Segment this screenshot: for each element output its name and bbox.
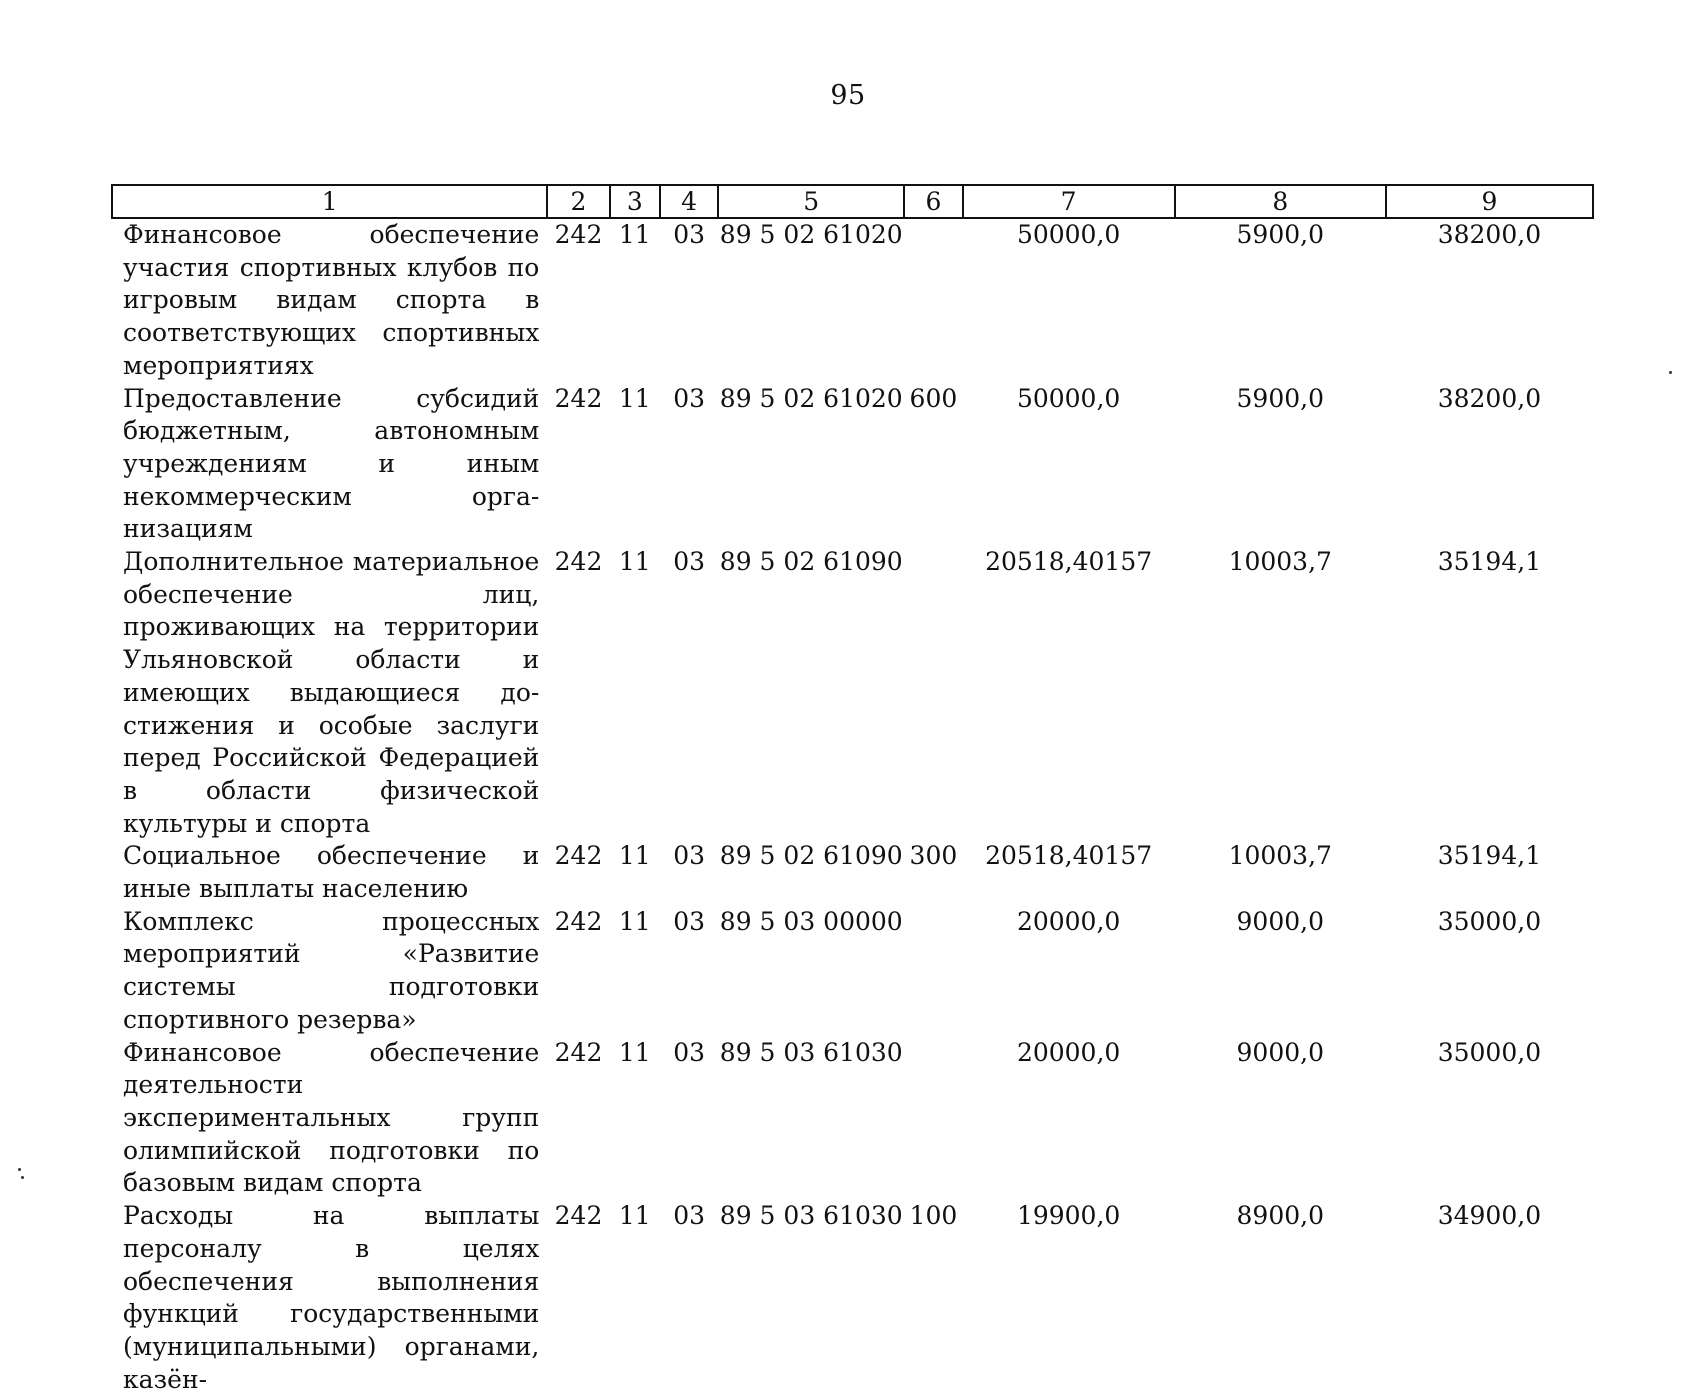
row-col-8: 5900,0: [1236, 383, 1324, 413]
row-col-9: 35194,1: [1437, 841, 1542, 871]
row-col-2: 242: [554, 906, 603, 936]
scan-speck: [1669, 371, 1672, 374]
row-name: Дополнительное материальное обеспечение лиц, проживающих на территории Ульяновской области и имеющих выдающиеся достижения и особые заслуги перед Российской Федерацией в области физической культуры и спорта: [123, 547, 540, 838]
row-col-8: 5900,0: [1236, 220, 1324, 249]
row-col-2: 242: [554, 220, 603, 249]
header-row: [112, 185, 1593, 218]
header-col-4: 4: [660, 185, 718, 218]
row-col-4: 03: [673, 841, 705, 871]
row-col-9: 38200,0: [1437, 220, 1542, 249]
row-col-8: 10003,7: [1228, 547, 1332, 577]
table-row: [112, 1200, 1593, 1396]
row-col-7: 20518,40157: [985, 547, 1153, 577]
row-col-8: 8900,0: [1236, 1201, 1324, 1231]
row-col-5: 89 5 02 61090: [719, 547, 903, 577]
row-name: Финансовое обеспечение деятельности экспериментальных групп олимпийской подготовки по базовым видам спорта: [123, 1037, 540, 1198]
row-col-9: 35000,0: [1437, 906, 1542, 936]
row-col-2: 242: [554, 1201, 603, 1231]
row-col-3: 11: [618, 841, 651, 871]
header-col-7: 7: [963, 185, 1175, 218]
row-col-4: 03: [673, 1201, 705, 1231]
row-col-9: 34900,0: [1437, 1201, 1542, 1231]
scan-speck: [21, 1176, 24, 1179]
budget-table: [111, 184, 1594, 1396]
row-col-2: 242: [554, 547, 603, 577]
row-col-6: [904, 218, 962, 383]
header-col-5: 5: [718, 185, 904, 218]
row-col-3: 11: [618, 1037, 651, 1067]
row-col-6: 300: [909, 841, 958, 871]
row-col-2: 242: [554, 1037, 603, 1067]
row-col-4: 03: [673, 383, 705, 413]
row-col-2: 242: [554, 383, 603, 413]
row-col-5: 89 5 02 61090: [719, 841, 903, 871]
row-col-7: 19900,0: [1016, 1201, 1121, 1231]
row-col-2: 242: [554, 841, 603, 871]
row-col-5: 89 5 02 61020: [719, 220, 903, 249]
row-col-7: 50000,0: [1016, 383, 1121, 413]
scan-speck: [18, 1168, 21, 1171]
row-col-8: 10003,7: [1228, 841, 1332, 871]
row-col-5: 89 5 02 61020: [719, 383, 903, 413]
table-row: [112, 218, 1593, 383]
row-col-6: 100: [909, 1201, 958, 1231]
row-col-3: 11: [618, 1201, 651, 1231]
row-col-5: 89 5 03 00000: [719, 906, 903, 936]
header-col-1: 1: [112, 185, 547, 218]
table-row: [112, 546, 1593, 840]
row-col-9: 35194,1: [1437, 547, 1542, 577]
header-col-6: 6: [904, 185, 962, 218]
row-col-8: 9000,0: [1236, 906, 1324, 936]
row-col-3: 11: [618, 906, 651, 936]
row-name: Социальное обеспечение и иные выплаты населению: [123, 841, 540, 904]
row-name: Комплекс процессных мероприятий «Развитие системы подготовки спортивного резерва»: [123, 906, 540, 1034]
row-col-7: 20518,40157: [985, 841, 1153, 871]
row-col-3: 11: [618, 220, 651, 249]
table-row: [112, 1037, 1593, 1201]
row-col-6: [904, 546, 962, 840]
row-name: Расходы на выплаты персоналу в целях обеспечения выполнения функций государственными (муниципальными) органами, казён-: [123, 1201, 540, 1394]
table-row: [112, 383, 1593, 547]
header-col-2: 2: [547, 185, 609, 218]
row-col-6: [904, 1037, 962, 1201]
table-header: [112, 185, 1593, 218]
row-col-9: 38200,0: [1437, 383, 1542, 413]
row-col-4: 03: [673, 906, 705, 936]
row-name: Предоставление субсидий бюджетным, автономным учреждениям и иным некоммерческим организациям: [123, 383, 540, 544]
row-col-3: 11: [618, 383, 651, 413]
row-col-6: [904, 906, 962, 1037]
header-col-9: 9: [1386, 185, 1593, 218]
row-col-7: 20000,0: [1016, 906, 1121, 936]
row-name: Финансовое обеспечение участия спортивных клубов по игровым видам спорта в соответствующих спортивных мероприятиях: [123, 220, 540, 380]
page-number: 95: [830, 80, 866, 111]
table-row: [112, 906, 1593, 1037]
row-col-5: 89 5 03 61030: [719, 1201, 903, 1231]
row-col-7: 50000,0: [1016, 220, 1121, 249]
row-col-6: 600: [909, 383, 958, 413]
row-col-5: 89 5 03 61030: [719, 1037, 903, 1067]
row-col-9: 35000,0: [1437, 1037, 1542, 1067]
row-col-8: 9000,0: [1236, 1037, 1324, 1067]
row-col-4: 03: [673, 1037, 705, 1067]
row-col-4: 03: [673, 220, 705, 249]
header-col-8: 8: [1175, 185, 1386, 218]
row-col-3: 11: [618, 547, 651, 577]
header-col-3: 3: [610, 185, 660, 218]
row-col-4: 03: [673, 547, 705, 577]
table-row: [112, 840, 1593, 905]
row-col-7: 20000,0: [1016, 1037, 1121, 1067]
table-body: [112, 218, 1593, 1396]
